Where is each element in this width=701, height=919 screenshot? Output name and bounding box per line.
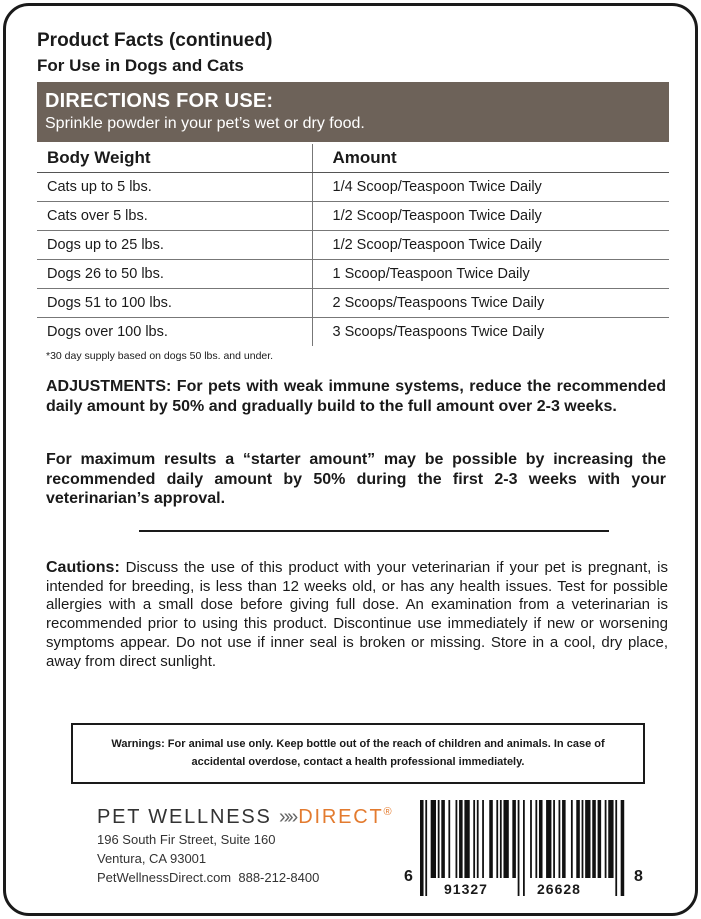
table-row [37,172,669,201]
barcode-bar [592,800,596,878]
amount-cell: 1/4 Scoop/Teaspoon Twice Daily [312,172,669,201]
barcode-bar [441,800,445,878]
directions-heading: DIRECTIONS FOR USE: [45,90,274,112]
barcode-bar [535,800,537,878]
weight-cell: Cats up to 5 lbs. [37,172,312,201]
barcode-lead-digit: 6 [404,868,413,885]
barcode-bar [438,800,440,878]
amount-cell: 1/2 Scoop/Teaspoon Twice Daily [312,230,669,259]
barcode-bar [539,800,543,878]
barcode-bar [523,800,525,896]
directions-banner [37,82,669,142]
barcode-bar [482,800,484,878]
address-line-2: Ventura, CA 93001 [97,851,207,866]
barcode-bar [464,800,469,878]
address-line-1: 196 South Fir Street, Suite 160 [97,832,276,847]
barcode-bar [605,800,607,878]
brand-name-part2: DIRECT [298,806,384,828]
barcode-bar [456,800,458,878]
barcode-group-1: 91327 [444,881,488,897]
cautions-paragraph [46,559,668,671]
barcode-bar [489,800,493,878]
table-row [37,201,669,230]
barcode-bar [503,800,508,878]
barcode-bar [585,800,590,878]
page-title: Product Facts (continued) [37,30,273,51]
barcode-bar [615,800,617,896]
barcode-bar [425,800,427,896]
barcode-bar [500,800,502,878]
amount-cell: 1 Scoop/Teaspoon Twice Daily [312,259,669,288]
warnings-text: Warnings: For animal use only. Keep bottle out of the reach of children and animals. In case of accidental overdose, contact a health professional immediately. [111,738,605,768]
warnings-box [71,723,645,784]
table-row [37,259,669,288]
chevron-icon: »» [278,806,296,828]
barcode-bar [562,800,566,878]
registered-mark: ® [383,806,394,818]
weight-cell: Dogs over 100 lbs. [47,323,168,340]
weight-cell: Dogs 26 to 50 lbs. [37,259,312,288]
product-label [3,3,698,916]
barcode-bar [473,800,475,878]
barcode-bar [576,800,580,878]
cautions-lead: Cautions: [46,559,120,576]
brand-logo [97,806,393,829]
amount-cell: 3 Scoops/Teaspoons Twice Daily [312,317,669,346]
divider [139,530,609,532]
barcode-bar [598,800,602,878]
weight-cell: Dogs up to 25 lbs. [37,230,312,259]
table-header-row [37,144,669,172]
barcode-bar [553,800,555,878]
dosage-table [37,144,669,346]
max-results-paragraph: For maximum results a “starter amount” may be possible by increasing the recommended daily amount by 50% during the first 2-3 weeks with your veterinarian’s approval. [46,451,666,507]
amount-cell: 1/2 Scoop/Teaspoon Twice Daily [312,201,669,230]
header-amount: Amount [312,144,669,172]
barcode-bar [518,800,520,896]
barcode-bar [459,800,463,878]
barcode-check-digit: 8 [634,868,643,885]
barcode-bar [571,800,573,878]
weight-cell: Cats over 5 lbs. [37,201,312,230]
directions-subheading: Sprinkle powder in your pet’s wet or dry food. [45,115,365,132]
barcode-bar [530,800,532,878]
table-row [37,230,669,259]
weight-cell: Dogs 51 to 100 lbs. [37,288,312,317]
table-row [37,288,669,317]
adjustments-paragraph: ADJUSTMENTS: For pets with weak immune systems, reduce the recommended daily amount by 50% and gradually build to the full amount over 2-3 weeks. [46,378,666,415]
barcode-bar [512,800,516,878]
barcode-bar [448,800,450,878]
supply-footnote: *30 day supply based on dogs 50 lbs. and under. [46,350,274,362]
brand-name-part1: PET WELLNESS [97,806,272,828]
barcode-bar [582,800,584,878]
barcode-bar [477,800,479,878]
header-body-weight: Body Weight [37,144,312,172]
cautions-text: Discuss the use of this product with your veterinarian if your pet is pregnant, is intended for breeding, is less than 12 weeks old, or has any health issues. Test for possible allergies with a small dose before giving full dose. An examination from a veterinarian is recommended prior to using this product. Discontinue use immediately if new or worsening symptoms appear. Do not use if inner seal is broken or missing. Store in a cool, dry place, away from direct sunlight. [46,559,668,670]
barcode-bar [608,800,613,878]
amount-cell: 2 Scoops/Teaspoons Twice Daily [312,288,669,317]
barcode-bar [621,800,625,896]
contact-line: PetWellnessDirect.com 888-212-8400 [97,870,320,885]
page-subtitle: For Use in Dogs and Cats [37,56,244,75]
barcode-bar [546,800,551,878]
barcode-bar [559,800,561,878]
barcode-bar [496,800,498,878]
table-row [37,317,669,346]
barcode-bar [420,800,424,896]
barcode-bar [431,800,436,878]
barcode-group-2: 26628 [537,881,581,897]
